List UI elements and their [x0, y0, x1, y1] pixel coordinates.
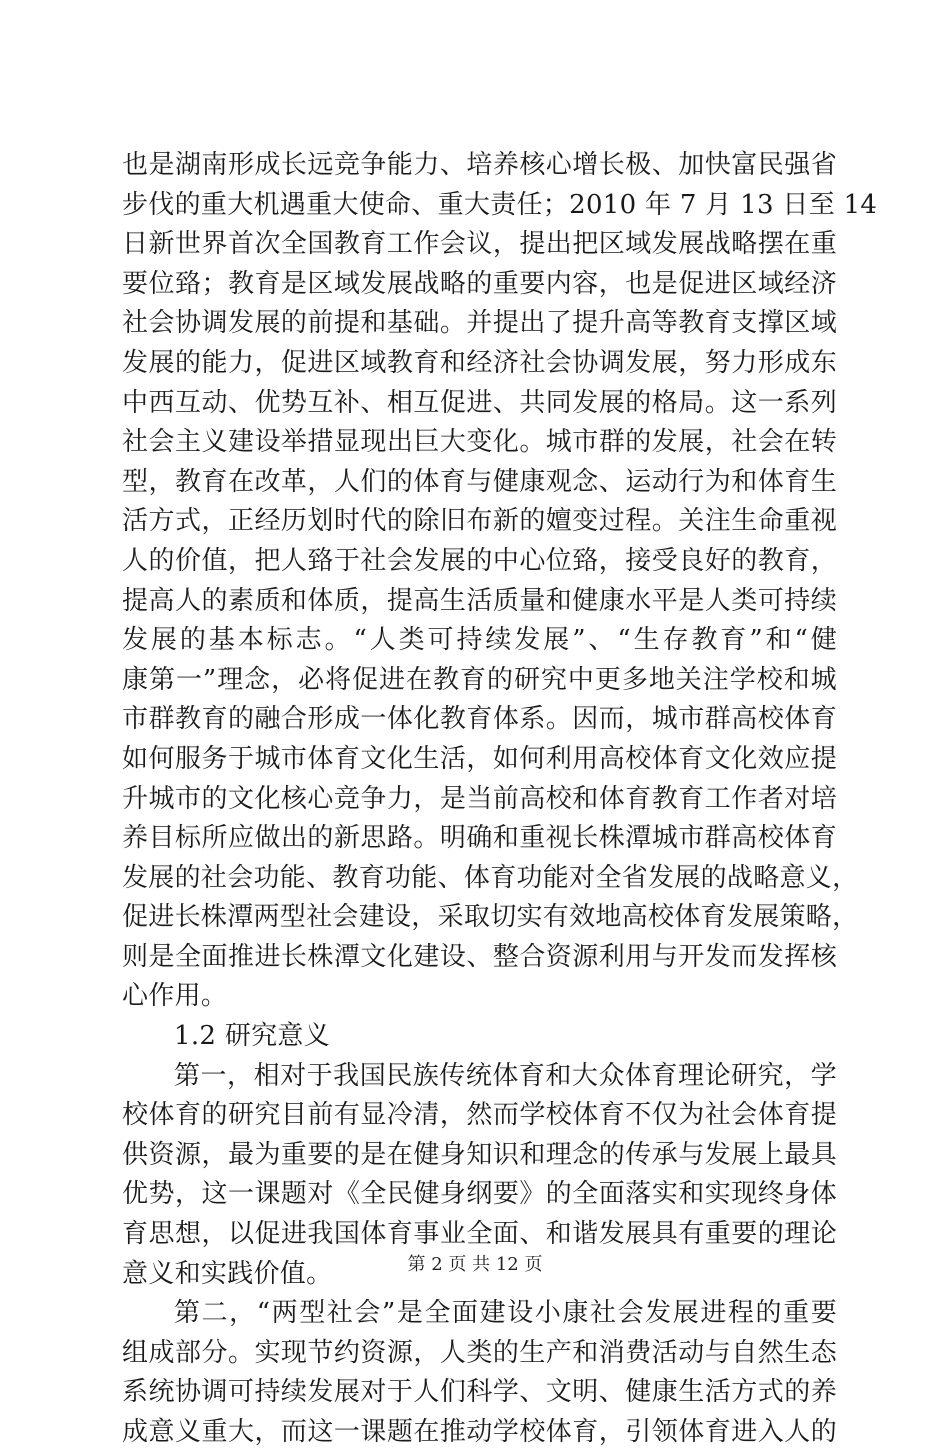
text-line: 优势，这一课题对《全民健身纲要》的全面落实和实现终身体 — [122, 1179, 837, 1210]
text-line: 中西互动、优势互补、相互促进、共同发展的格局。这一系列 — [122, 387, 837, 418]
text-line: 发展的能力，促进区域教育和经济社会协调发展，努力形成东 — [122, 347, 837, 378]
text-line: 养目标所应做出的新思路。明确和重视长株潭城市群高校体育 — [122, 823, 837, 854]
text-line: 社会协调发展的前提和基础。并提出了提升高等教育支撑区域 — [122, 308, 837, 339]
page-footer — [0, 1250, 950, 1276]
text-line: 心作用。 — [122, 981, 228, 1012]
text-line: 第一，相对于我国民族传统体育和大众体育理论研究，学 — [174, 1060, 837, 1091]
page-number: 第 2 页 共 12 页 — [407, 1254, 543, 1275]
text-line: 人的价值，把人臵于社会发展的中心位臵，接受良好的教育， — [122, 545, 837, 576]
text-line: 步伐的重大机遇重大使命、重大责任；2010 年 7 月 13 日至 14 — [122, 189, 878, 220]
text-line: 也是湖南形成长远竞争能力、培养核心增长极、加快富民强省 — [122, 150, 837, 180]
text-line: 系统协调可持续发展对于人们科学、文明、健康生活方式的养 — [122, 1377, 837, 1408]
text-line: 发展的基本标志。“人类可持续发展”、“生存教育”和“健 — [122, 625, 837, 656]
text-line: 意义和实践价值。 — [122, 1258, 333, 1289]
text-line: 校体育的研究目前有显冷清，然而学校体育不仅为社会体育提 — [122, 1100, 837, 1131]
text-line: 育思想，以促进我国体育事业全面、和谐发展具有重要的理论 — [122, 1219, 837, 1250]
text-line: 型，教育在改革，人们的体育与健康观念、运动行为和体育生 — [122, 466, 837, 497]
text-line: 活方式，正经历划时代的除旧布新的嬗变过程。关注生命重视 — [122, 506, 837, 537]
text-line: 市群教育的融合形成一体化教育体系。因而，城市群高校体育 — [122, 704, 837, 735]
section-heading: 1.2 研究意义 — [174, 1021, 331, 1052]
text-line: 供资源，最为重要的是在健身知识和理念的传承与发展上最具 — [122, 1139, 837, 1170]
text-line: 要位臵；教育是区域发展战略的重要内容，也是促进区域经济 — [122, 268, 837, 299]
text-line: 升城市的文化核心竞争力，是当前高校和体育教育工作者对培 — [122, 783, 837, 814]
text-line: 成意义重大，而这一课题在推动学校体育，引领体育进入人的 — [122, 1417, 837, 1447]
text-line: 社会主义建设举措显现出巨大变化。城市群的发展，社会在转 — [122, 427, 837, 458]
text-line: 提高人的素质和体质，提高生活质量和健康水平是人类可持续 — [122, 585, 837, 616]
text-line: 则是全面推进长株潭文化建设、整合资源利用与开发而发挥核 — [122, 941, 837, 972]
text-line: 发展的社会功能、教育功能、体育功能对全省发展的战略意义， — [122, 862, 859, 893]
text-line: 组成部分。实现节约资源，人类的生产和消费活动与自然生态 — [122, 1337, 837, 1368]
text-line: 日新世界首次全国教育工作会议，提出把区域发展战略摆在重 — [122, 229, 837, 260]
text-line: 如何服务于城市体育文化生活，如何利用高校体育文化效应提 — [122, 743, 837, 774]
text-line: 康第一”理念，必将促进在教育的研究中更多地关注学校和城 — [122, 664, 837, 695]
text-line: 促进长株潭两型社会建设，采取切实有效地高校体育发展策略， — [122, 902, 859, 933]
text-line: 第二，“两型社会”是全面建设小康社会发展进程的重要 — [174, 1298, 837, 1329]
